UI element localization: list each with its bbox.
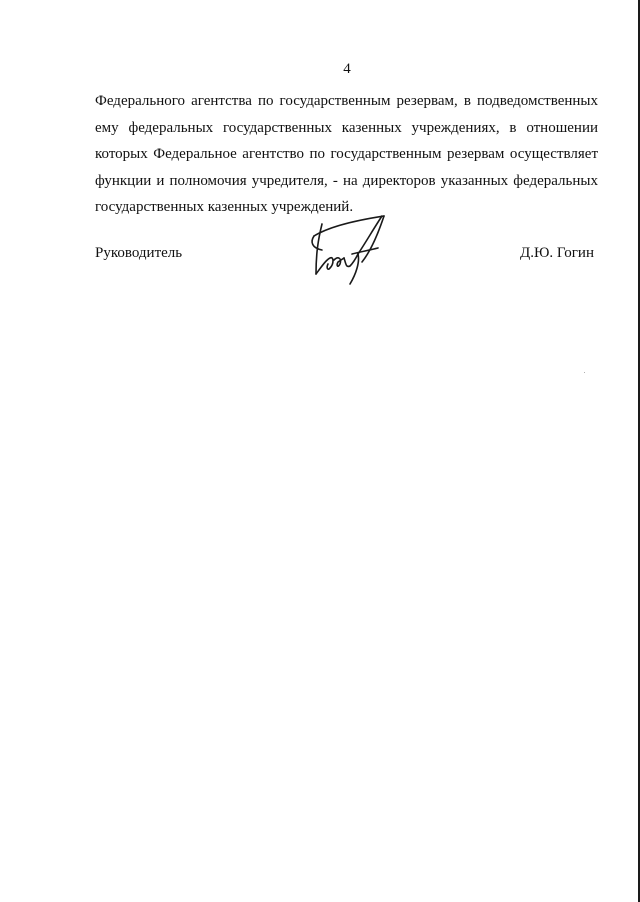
body-paragraph <box>95 88 598 221</box>
body-line-1: Федерального агентства по государственным резервам, в подведомственных <box>95 93 598 109</box>
page-number: 4 <box>343 61 351 77</box>
scan-speck <box>584 372 585 373</box>
body-line-2: ему федеральных государственных казенных учреждениях, в отношении <box>95 119 598 136</box>
body-line-3: которых Федеральное агентство по государственным резервам осуществляет <box>95 146 598 162</box>
signatory-name: Д.Ю. Гогин <box>520 245 594 261</box>
signatory-title: Руководитель <box>95 245 183 261</box>
handwritten-signature <box>300 214 392 288</box>
body-line-5: государственных казенных учреждений. <box>95 199 354 215</box>
body-line-4: функции и полномочия учредителя, - на директоров указанных федеральных <box>95 172 598 189</box>
